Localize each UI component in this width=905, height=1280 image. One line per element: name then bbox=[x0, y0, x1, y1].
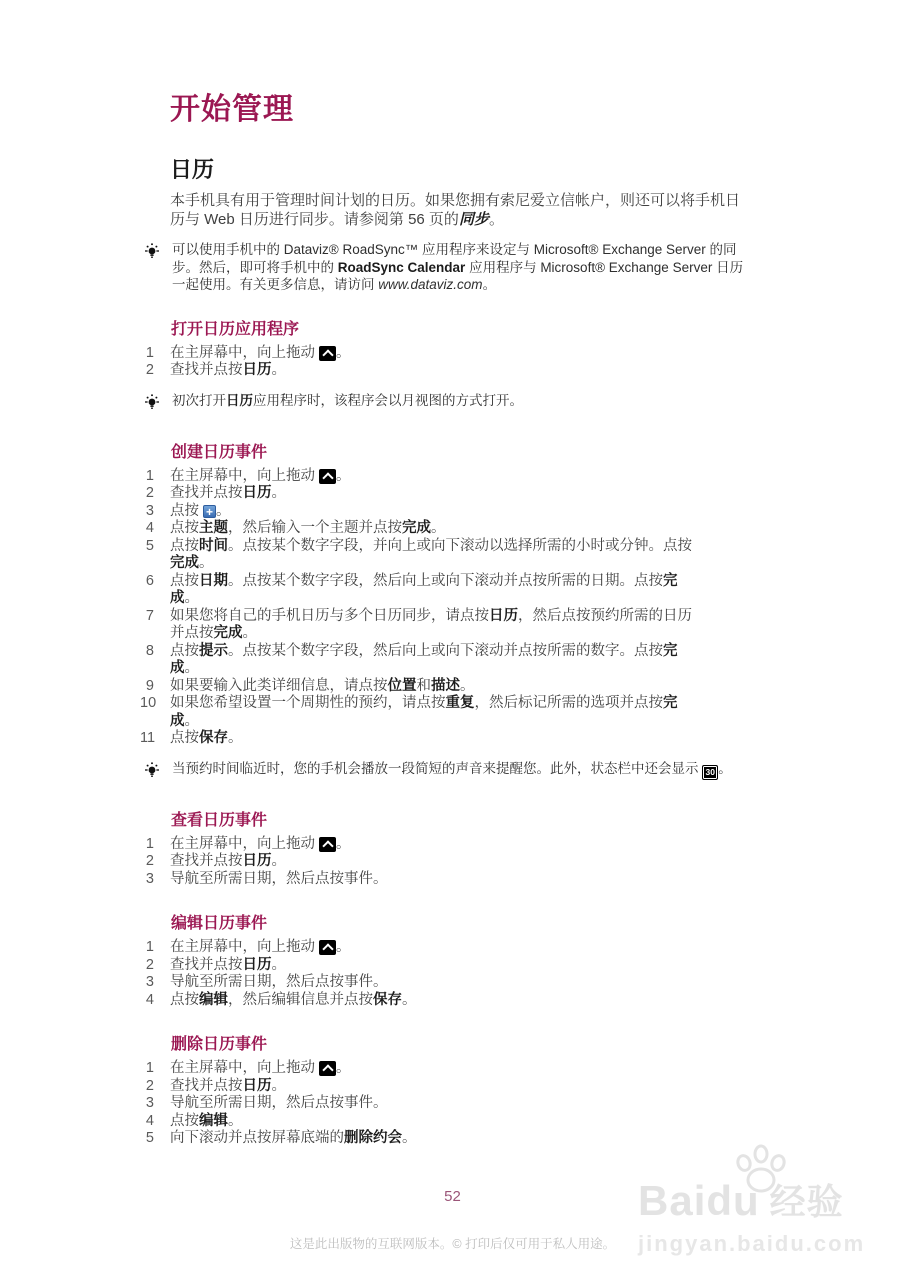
list-item bbox=[140, 992, 905, 1010]
step-text: 点按 +。 bbox=[170, 503, 692, 521]
step-number: 9 bbox=[145, 677, 154, 694]
step-text: 在主屏幕中，向上拖动 。 bbox=[170, 835, 351, 852]
lightbulb-icon bbox=[144, 392, 172, 417]
list-item bbox=[140, 503, 905, 521]
list-item bbox=[140, 643, 905, 678]
step-number: 10 bbox=[140, 695, 157, 711]
step-number: 2 bbox=[145, 956, 154, 973]
tip-roadsync bbox=[144, 241, 905, 294]
list-item bbox=[140, 345, 905, 363]
step-number: 2 bbox=[145, 485, 154, 501]
arrow-up-icon bbox=[319, 940, 336, 955]
arrow-up-icon bbox=[319, 346, 336, 361]
page-title: 开始管理 bbox=[170, 93, 294, 126]
list-item bbox=[140, 974, 905, 992]
list-item bbox=[140, 362, 905, 380]
list-item bbox=[140, 730, 905, 748]
cal30-icon: 30 bbox=[702, 765, 718, 780]
tip-reminder bbox=[144, 760, 905, 785]
list-item bbox=[140, 485, 905, 503]
step-text: 查找并点按日历。 bbox=[170, 1077, 286, 1094]
step-number: 3 bbox=[145, 1095, 154, 1111]
step-text: 点按编辑。 bbox=[170, 1112, 243, 1129]
list-item bbox=[140, 468, 905, 486]
step-number: 1 bbox=[145, 467, 154, 484]
steps-list-open bbox=[140, 345, 905, 380]
list-item bbox=[140, 957, 905, 975]
calendar-heading: 日历 bbox=[170, 157, 215, 182]
watermark-url: jingyan.baidu.com bbox=[638, 1231, 866, 1256]
step-number: 11 bbox=[140, 730, 156, 746]
subsection-heading-delete: 删除日历事件 bbox=[171, 1036, 268, 1053]
step-text: 导航至所需日期，然后点按事件。 bbox=[170, 974, 388, 990]
step-text: 查找并点按日历。 bbox=[170, 485, 286, 501]
subsection-heading-create: 创建日历事件 bbox=[171, 443, 268, 461]
arrow-up-icon bbox=[319, 837, 336, 852]
tip-text: 初次打开日历应用程序时，该程序会以月视图的方式打开。 bbox=[172, 392, 523, 408]
arrow-up-icon bbox=[319, 469, 336, 484]
subsection-heading-view: 查看日历事件 bbox=[171, 811, 268, 829]
steps-list-view bbox=[140, 836, 905, 889]
list-item bbox=[140, 1113, 905, 1131]
watermark-brand: Baidu bbox=[638, 1177, 760, 1224]
step-text: 点按保存。 bbox=[170, 730, 243, 746]
step-text: 点按日期。点按某个数字字段，然后向上或向下滚动并点按所需的日期。点按完成。 bbox=[170, 572, 678, 606]
step-text: 点按主题，然后输入一个主题并点按完成。 bbox=[170, 520, 446, 536]
step-text: 如果您将自己的手机日历与多个日历同步，请点按日历，然后点按预约所需的日历并点按完成。 bbox=[170, 607, 692, 641]
step-text: 在主屏幕中，向上拖动 。 bbox=[170, 939, 351, 955]
list-item bbox=[140, 939, 905, 957]
steps-list-delete bbox=[140, 1060, 905, 1148]
list-item bbox=[140, 695, 905, 730]
list-item bbox=[140, 871, 905, 889]
steps-list-create bbox=[140, 468, 905, 748]
step-number: 2 bbox=[145, 362, 154, 378]
step-number: 1 bbox=[145, 344, 154, 361]
step-text: 查找并点按日历。 bbox=[170, 853, 286, 869]
list-item bbox=[140, 520, 905, 538]
step-text: 点按提示。点按某个数字字段，然后向上或向下滚动并点按所需的数字。点按完成。 bbox=[170, 642, 678, 676]
tip-text: 可以使用手机中的 Dataviz® RoadSync™ 应用程序来设定与 Microsoft® Exchange Server 的同步。然后，即可将手机中的 RoadSync Calendar 应用程序与 Microsoft® Exchange Server 日历一起使用。有关更多信息，请访问 www.dataviz.com。 bbox=[172, 242, 744, 292]
step-text: 点按时间。点按某个数字字段，并向上或向下滚动以选择所需的小时或分钟。点按完成。 bbox=[170, 537, 692, 571]
step-text: 导航至所需日期，然后点按事件。 bbox=[170, 1095, 388, 1111]
list-item bbox=[140, 836, 905, 854]
step-number: 3 bbox=[145, 870, 154, 887]
step-number: 4 bbox=[145, 520, 154, 536]
step-text: 导航至所需日期，然后点按事件。 bbox=[170, 870, 388, 887]
plus-icon bbox=[203, 505, 216, 518]
step-text: 如果要输入此类详细信息，请点按位置和描述。 bbox=[170, 677, 475, 694]
step-number: 1 bbox=[145, 1060, 154, 1076]
step-number: 5 bbox=[145, 537, 154, 554]
list-item bbox=[140, 1130, 905, 1148]
step-number: 2 bbox=[145, 1077, 154, 1094]
paw-icon bbox=[732, 1142, 790, 1201]
step-text: 在主屏幕中，向上拖动 。 bbox=[170, 467, 351, 484]
watermark-suffix: 经验 bbox=[769, 1181, 844, 1222]
page-number: 52 bbox=[444, 1188, 461, 1205]
tip-text: 当预约时间临近时，您的手机会播放一段简短的声音来提醒您。此外，状态栏中还会显示 30 。 bbox=[172, 760, 747, 780]
list-item bbox=[140, 1078, 905, 1096]
list-item bbox=[140, 1095, 905, 1113]
footer-note: 这是此出版物的互联网版本。© 打印后仅可用于私人用途。 bbox=[289, 1237, 616, 1251]
list-item bbox=[140, 1060, 905, 1078]
list-item bbox=[140, 853, 905, 871]
lightbulb-icon bbox=[144, 241, 172, 266]
step-number: 2 bbox=[145, 853, 154, 869]
list-item bbox=[140, 678, 905, 696]
step-text: 查找并点按日历。 bbox=[170, 956, 286, 973]
step-text: 如果您希望设置一个周期性的预约，请点按重复，然后标记所需的选项并点按完成。 bbox=[170, 695, 678, 729]
step-number: 1 bbox=[145, 835, 154, 852]
step-number: 4 bbox=[145, 1112, 154, 1129]
subsection-heading-edit: 编辑日历事件 bbox=[171, 915, 268, 932]
subsection-heading-open: 打开日历应用程序 bbox=[171, 320, 300, 338]
step-number: 1 bbox=[145, 939, 154, 955]
step-text: 点按编辑，然后编辑信息并点按保存。 bbox=[170, 991, 417, 1008]
step-number: 4 bbox=[145, 991, 154, 1008]
step-text: 查找并点按日历。 bbox=[170, 362, 286, 378]
step-number: 6 bbox=[145, 572, 154, 589]
baidu-watermark bbox=[638, 1146, 900, 1257]
step-number: 3 bbox=[145, 502, 154, 519]
step-text: 在主屏幕中，向上拖动 。 bbox=[170, 344, 351, 361]
arrow-up-icon bbox=[319, 1061, 336, 1076]
step-text: 向下滚动并点按屏幕底端的删除约会。 bbox=[170, 1130, 417, 1146]
lightbulb-icon bbox=[144, 760, 172, 785]
step-number: 7 bbox=[145, 607, 154, 624]
step-number: 5 bbox=[145, 1130, 154, 1146]
list-item bbox=[140, 608, 905, 643]
list-item bbox=[140, 573, 905, 608]
step-text: 在主屏幕中，向上拖动 。 bbox=[170, 1060, 351, 1076]
step-number: 8 bbox=[145, 642, 154, 659]
list-item bbox=[140, 538, 905, 573]
step-number: 3 bbox=[145, 974, 154, 990]
tip-first-open bbox=[144, 392, 905, 417]
steps-list-edit bbox=[140, 939, 905, 1009]
calendar-intro: 本手机具有用于管理时间计划的日历。如果您拥有索尼爱立信帐户，则还可以将手机日历与 Web 日历进行同步。请参阅第 56 页的同步。 bbox=[170, 192, 741, 228]
